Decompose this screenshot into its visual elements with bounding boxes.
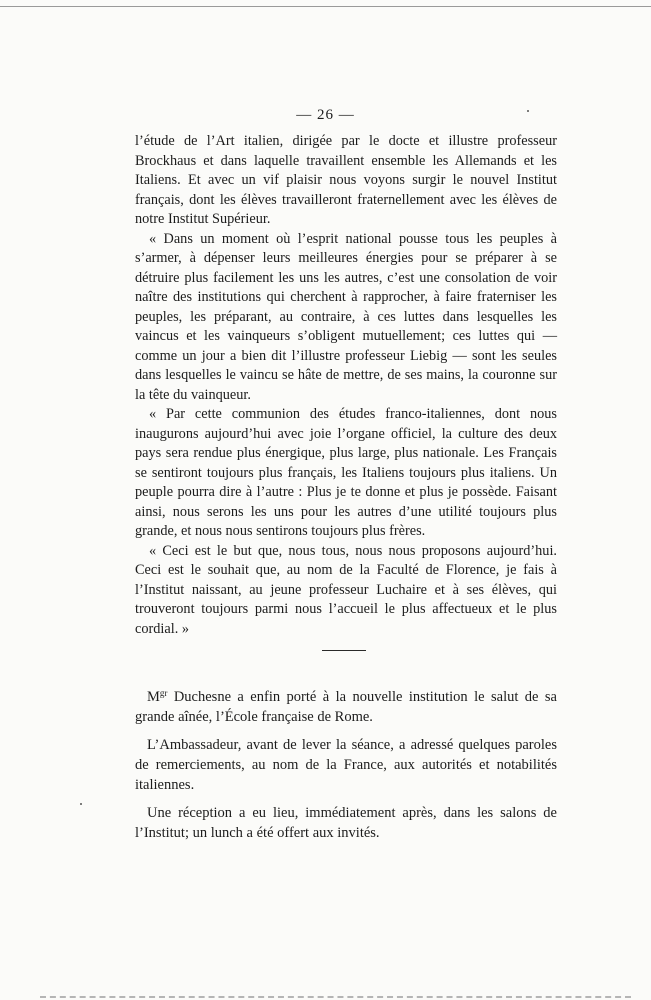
section-separator xyxy=(322,650,366,651)
speech-paragraph-3: « Par cette communion des études franco-italiennes, dont nous inaugurons aujourd’hui avec joie l’organe officiel, la culture des deux pays sera rendue plus énergique, plus large, plus nationale. Les Français se sentiront toujours plus français, les Italiens toujours plus italiens. Un peuple pourra dire à l’autre : Plus je te donne et plus je possède. Faisant ainsi, nous serons les uns pour les autres d’une utilité toujours plus grande, et nous nous sentirons toujours plus frères. xyxy=(135,406,557,539)
honorific-superscript: gr xyxy=(159,688,168,698)
speech-paragraph-2: « Dans un moment où l’esprit national pousse tous les peuples à s’armer, à dépenser leurs meilleures énergies pour se préparer à se détruire plus facilement les uns les autres, c’est une consolation de voir naître des institutions qui cherchent à rapprocher, à faire fraterniser les peuples, les préparant, au contraire, à ces luttes dans lesquelles les vaincus et les vainqueurs s’obligent mutuellement; ces luttes qui — comme un jour a bien dit l’illustre professeur Liebig — sont les seules dans lesquelles le vaincu se hâte de mettre, de ses mains, la couronne sur la tête du vainqueur. xyxy=(135,230,557,403)
paper-speck xyxy=(527,110,529,112)
page-number: — 26 — xyxy=(296,107,355,123)
honorific: M xyxy=(147,689,160,705)
speech-text xyxy=(135,132,557,639)
narrative-paragraph-1 xyxy=(135,683,557,727)
paper-speck xyxy=(80,803,82,805)
bottom-edge-line xyxy=(40,996,631,998)
narrative-paragraph-2: L’Ambassadeur, avant de lever la séance, a adressé quelques paroles de remerciements, au nom de la France, aux autorités et notabilités italiennes. xyxy=(135,737,557,793)
narrative-paragraph-3: Une réception a eu lieu, immédiatement après, dans les salons de l’Institut; un lunch a été offert aux invités. xyxy=(135,805,557,841)
top-edge-line xyxy=(0,6,651,7)
narrative-text xyxy=(135,683,557,851)
narrative-paragraph-1-text: Duchesne a enfin porté à la nouvelle institution le salut de sa grande aînée, l’École française de Rome. xyxy=(135,689,557,725)
speech-paragraph-1: l’étude de l’Art italien, dirigée par le docte et illustre professeur Brockhaus et dans laquelle travaillent ensemble les Allemands et les Italiens. Et avec un vif plaisir nous voyons surgir le nouvel Institut français, dont les élèves travailleront fraternellement avec les élèves de notre Institut Supérieur. xyxy=(135,133,557,227)
speech-paragraph-4: « Ceci est le but que, nous tous, nous nous proposons aujourd’hui. Ceci est le souhait que, au nom de la Faculté de Florence, je fais à l’Institut naissant, au jeune professeur Luchaire et à ses élèves, qui trouveront toujours parmi nous l’accueil le plus affectueux et le plus cordial. » xyxy=(135,542,557,637)
